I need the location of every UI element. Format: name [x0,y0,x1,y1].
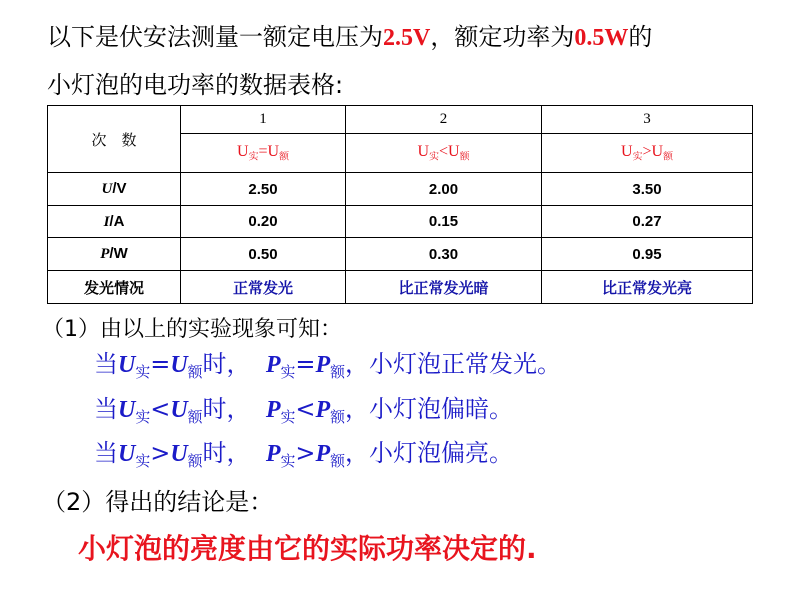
title-suffix: 的 [628,23,653,51]
conclusion-line: 当$U_实>U_额$时， $P_实>P_额$，小灯泡偏亮。 [94,439,514,471]
status-cell: 正常发光 [181,271,346,304]
conclusion-line: 当$U_实<U_额$时， $P_实<P_额$，小灯泡偏暗。 [94,395,514,427]
row-label-current: I/A [48,206,181,238]
part1-heading: （1）由以上的实验现象可知： [42,317,342,342]
trial-number: 1 [181,106,346,134]
table-cell: 3.50 [542,173,753,206]
title-mid: ，额定功率为 [430,23,575,51]
table-cell: 2.00 [346,173,542,206]
trial-number: 3 [542,106,753,134]
table-cell: 0.15 [346,206,542,238]
condition-cell: $U_实>U_额$ [542,134,753,173]
row-header-trials: 次 数 [48,106,181,173]
rated-voltage: 2.5V [383,25,431,51]
condition-cell: $U_实=U_额$ [181,134,346,173]
condition-cell: $U_实<U_额$ [346,134,542,173]
title-line-1 [47,22,652,53]
table-row [48,206,753,238]
part2-heading: （2）得出的结论是： [42,488,274,516]
row-label-voltage: U/V [48,173,181,206]
table-cell: 0.20 [181,206,346,238]
trial-number: 2 [346,106,542,134]
rated-power: 0.5W [574,25,629,51]
table-cell: 0.27 [542,206,753,238]
table-row [48,238,753,271]
table-cell: 0.30 [346,238,542,271]
title-line-2: 小灯泡的电功率的数据表格: [47,71,344,99]
table-cell: 0.50 [181,238,346,271]
table-row [48,173,753,206]
row-label-status: 发光情况 [48,271,181,304]
table-cell: 0.95 [542,238,753,271]
table-cell: 2.50 [181,173,346,206]
table-row [48,106,753,134]
status-cell: 比正常发光亮 [542,271,753,304]
title-prefix: 以下是伏安法测量一额定电压为 [47,23,383,51]
data-table [47,105,753,304]
conclusion-line: 当$U_实=U_额$时， $P_实=P_额$，小灯泡正常发光。 [94,350,562,382]
status-cell: 比正常发光暗 [346,271,542,304]
row-label-power: P/W [48,238,181,271]
final-conclusion: 小灯泡的亮度由它的实际功率决定的. [78,532,537,565]
table-row [48,271,753,304]
